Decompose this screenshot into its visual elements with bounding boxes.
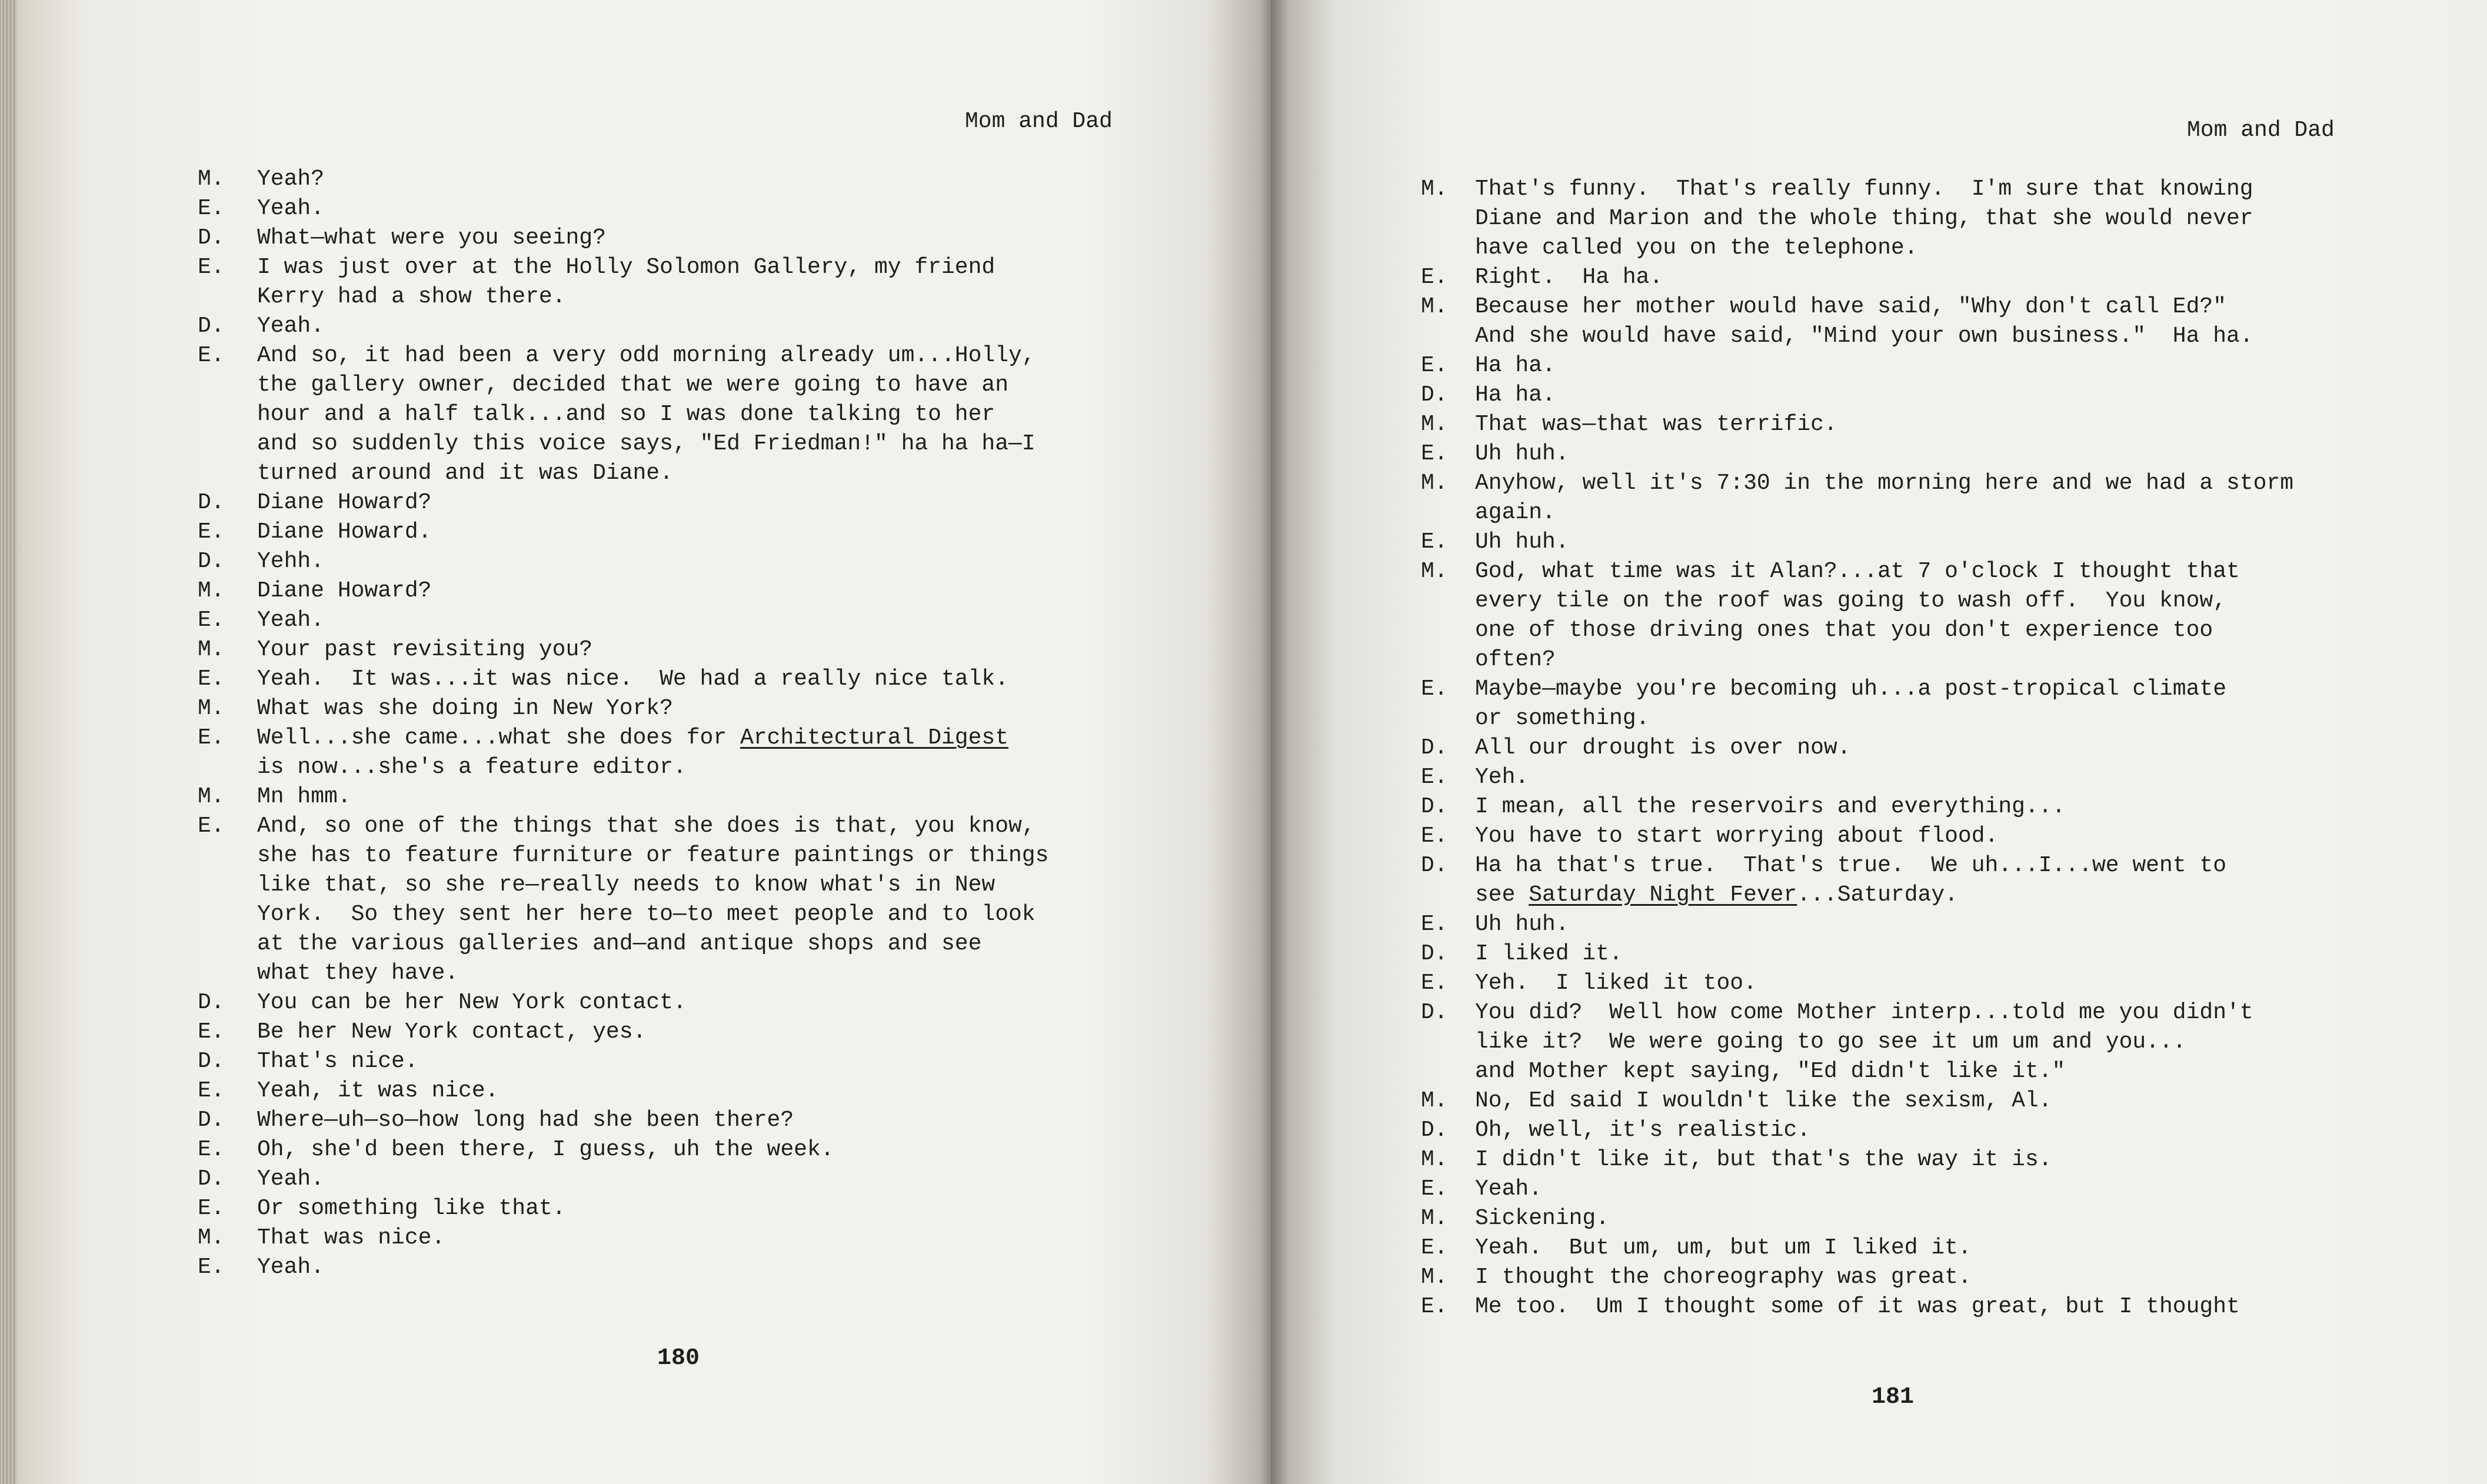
dialogue-line xyxy=(1475,969,1757,998)
speaker-label: M. xyxy=(1421,1265,1448,1290)
dialogue-text: Yeah. But um, um, but um I liked it. xyxy=(1475,1235,1972,1260)
speaker-label: D. xyxy=(198,549,225,574)
dialogue-line xyxy=(257,1165,324,1194)
dialogue-text: I didn't like it, but that's the way it is. xyxy=(1475,1147,2052,1172)
dialogue-text: the gallery owner, decided that we were going to have an xyxy=(257,372,1009,398)
dialogue-text: All our drought is over now. xyxy=(1475,735,1851,761)
dialogue-line xyxy=(1475,1233,1972,1263)
dialogue-text: That's nice. xyxy=(257,1049,418,1074)
speaker-label: D. xyxy=(198,225,225,251)
dialogue-line xyxy=(1475,1145,2052,1175)
speaker-label: D. xyxy=(198,990,225,1015)
dialogue-line xyxy=(1475,1263,1972,1292)
dialogue-text: Or something like that. xyxy=(257,1196,566,1221)
dialogue-line xyxy=(1475,381,1556,410)
dialogue-line xyxy=(257,871,995,900)
dialogue-text: see xyxy=(1475,882,1529,908)
dialogue-text: No, Ed said I wouldn't like the sexism, Al. xyxy=(1475,1088,2052,1113)
dialogue-text: one of those driving ones that you don't experience too xyxy=(1475,618,2213,643)
dialogue-text: have called you on the telephone. xyxy=(1475,235,1918,261)
speaker-label: M. xyxy=(198,696,225,721)
dialogue-line xyxy=(1475,234,1918,263)
speaker-label: D. xyxy=(198,490,225,515)
dialogue-text: often? xyxy=(1475,647,1556,672)
dialogue-line xyxy=(1475,645,1556,675)
speaker-label: E. xyxy=(1421,353,1448,378)
speaker-label: E. xyxy=(1421,1294,1448,1319)
dialogue-text: Yeah, it was nice. xyxy=(257,1078,499,1103)
dialogue-text: That was—that was terrific. xyxy=(1475,412,1837,437)
dialogue-line xyxy=(257,782,351,812)
running-header: Mom and Dad xyxy=(2187,118,2335,143)
dialogue-text: Diane Howard? xyxy=(257,490,432,515)
dialogue-line xyxy=(1475,322,2253,351)
speaker-label: D. xyxy=(1421,853,1448,878)
dialogue-text: Diane Howard. xyxy=(257,519,432,545)
dialogue-line xyxy=(1475,1028,2186,1057)
dialogue-line xyxy=(257,312,324,341)
speaker-label: D. xyxy=(1421,941,1448,966)
dialogue-text: What—what were you seeing? xyxy=(257,225,606,251)
dialogue-text: Yeh. xyxy=(1475,765,1529,790)
page-number: 180 xyxy=(657,1345,700,1372)
dialogue-text: what they have. xyxy=(257,961,459,986)
dialogue-text: or something. xyxy=(1475,706,1650,731)
dialogue-line xyxy=(257,635,592,665)
dialogue-line xyxy=(1475,1292,2240,1322)
dialogue-text: like that, so she re—really needs to know what's in New xyxy=(257,872,996,898)
speaker-label: D. xyxy=(1421,1000,1448,1025)
dialogue-line xyxy=(257,400,995,429)
dialogue-text: is now...she's a feature editor. xyxy=(257,755,687,780)
dialogue-text: I was just over at the Holly Solomon Gallery, my friend xyxy=(257,255,996,280)
dialogue-line xyxy=(257,929,981,959)
dialogue-line xyxy=(1475,292,2226,322)
dialogue-line xyxy=(257,371,1008,400)
dialogue-text: Uh huh. xyxy=(1475,912,1569,937)
dialogue-line xyxy=(1475,175,2253,204)
dialogue-text: Where—uh—so—how long had she been there? xyxy=(257,1108,794,1133)
dialogue-text: she has to feature furniture or feature paintings or things xyxy=(257,843,1049,868)
dialogue-text: Oh, well, it's realistic. xyxy=(1475,1118,1811,1143)
speaker-label: E. xyxy=(1421,971,1448,996)
dialogue-text: and Mother kept saying, "Ed didn't like it." xyxy=(1475,1059,2066,1084)
dialogue-line xyxy=(1475,1204,1609,1233)
dialogue-line xyxy=(257,665,1008,694)
dialogue-line xyxy=(1475,733,1851,763)
dialogue-text: turned around and it was Diane. xyxy=(257,461,673,486)
dialogue-text: Ha ha that's true. That's true. We uh...I...we went to xyxy=(1475,853,2227,878)
speaker-label: E. xyxy=(1421,441,1448,466)
speaker-label: D. xyxy=(198,1049,225,1074)
dialogue-text: And, so one of the things that she does is that, you know, xyxy=(257,813,1036,839)
dialogue-line xyxy=(257,1223,445,1253)
dialogue-line xyxy=(1475,439,1569,469)
dialogue-text: Well...she came...what she does for xyxy=(257,725,740,751)
dialogue-text: You can be her New York contact. xyxy=(257,990,687,1015)
dialogue-text: at the various galleries and—and antique shops and see xyxy=(257,931,982,956)
speaker-label: D. xyxy=(1421,1118,1448,1143)
dialogue-line xyxy=(257,224,606,253)
dialogue-line xyxy=(257,518,431,547)
speaker-label: E. xyxy=(1421,676,1448,702)
dialogue-line xyxy=(1475,910,1569,939)
dialogue-line xyxy=(257,253,995,282)
dialogue-text: Anyhow, well it's 7:30 in the morning here and we had a storm xyxy=(1475,471,2294,496)
dialogue-text: Yeah. xyxy=(257,608,325,633)
speaker-label: E. xyxy=(1421,1176,1448,1202)
dialogue-text: I liked it. xyxy=(1475,941,1623,966)
dialogue-text: I mean, all the reservoirs and everything... xyxy=(1475,794,2066,819)
dialogue-line xyxy=(1475,410,1837,439)
dialogue-text: Uh huh. xyxy=(1475,441,1569,466)
dialogue-line xyxy=(257,988,687,1018)
speaker-label: E. xyxy=(198,1137,225,1162)
dialogue-line xyxy=(1475,1116,1810,1145)
speaker-label: M. xyxy=(198,637,225,662)
dialogue-text: Because her mother would have said, "Why don't call Ed?" xyxy=(1475,294,2227,319)
dialogue-text: Your past revisiting you? xyxy=(257,637,593,662)
speaker-label: M. xyxy=(1421,294,1448,319)
dialogue-line xyxy=(257,606,324,635)
dialogue-line xyxy=(1475,998,2253,1028)
dialogue-text: Ha ha. xyxy=(1475,382,1556,408)
dialogue-text: Yeah. xyxy=(1475,1176,1543,1202)
dialogue-line xyxy=(257,194,324,224)
dialogue-text: Right. Ha ha. xyxy=(1475,265,1663,290)
dialogue-line xyxy=(1475,881,1958,910)
dialogue-text: Mn hmm. xyxy=(257,784,351,809)
dialogue-line xyxy=(1475,851,2226,881)
dialogue-text: Yeah. xyxy=(257,1255,325,1280)
speaker-label: M. xyxy=(1421,1088,1448,1113)
page-edge-stack xyxy=(0,0,16,1484)
dialogue-text: You have to start worrying about flood. xyxy=(1475,823,1999,849)
dialogue-text: like it? We were going to go see it um um and you... xyxy=(1475,1029,2186,1055)
speaker-label: D. xyxy=(1421,382,1448,408)
dialogue-line xyxy=(257,841,1048,871)
underlined-title: Architectural Digest xyxy=(740,725,1009,751)
dialogue-line xyxy=(1475,204,2253,234)
dialogue-text: York. So they sent her here to—to meet people and to look xyxy=(257,902,1036,927)
dialogue-text: Diane Howard? xyxy=(257,578,432,603)
dialogue-text: Yeah? xyxy=(257,166,325,192)
dialogue-line xyxy=(257,459,673,488)
dialogue-line xyxy=(257,576,431,606)
right-page xyxy=(1271,0,2487,1484)
dialogue-text: Be her New York contact, yes. xyxy=(257,1019,647,1045)
dialogue-line xyxy=(257,1194,566,1223)
speaker-label: E. xyxy=(1421,529,1448,555)
dialogue-line xyxy=(1475,939,1623,969)
dialogue-text: God, what time was it Alan?...at 7 o'clock I thought that xyxy=(1475,559,2240,584)
dialogue-text: Sickening. xyxy=(1475,1206,1610,1231)
dialogue-text: Yehh. xyxy=(257,549,325,574)
dialogue-text: Maybe—maybe you're becoming uh...a post-tropical climate xyxy=(1475,676,2227,702)
dialogue-line xyxy=(257,165,324,194)
dialogue-line xyxy=(257,1106,794,1135)
speaker-label: M. xyxy=(1421,471,1448,496)
dialogue-text: Uh huh. xyxy=(1475,529,1569,555)
speaker-label: D. xyxy=(198,314,225,339)
speaker-label: M. xyxy=(1421,559,1448,584)
dialogue-text-after: ...Saturday. xyxy=(1797,882,1958,908)
speaker-label: E. xyxy=(198,519,225,545)
dialogue-text: Yeah. xyxy=(257,314,325,339)
dialogue-text: You did? Well how come Mother interp...told me you didn't xyxy=(1475,1000,2253,1025)
speaker-label: M. xyxy=(1421,1147,1448,1172)
speaker-label: E. xyxy=(1421,265,1448,290)
speaker-label: E. xyxy=(198,1078,225,1103)
speaker-label: M. xyxy=(1421,412,1448,437)
dialogue-text: every tile on the roof was going to wash off. You know, xyxy=(1475,588,2227,613)
dialogue-text: What was she doing in New York? xyxy=(257,696,673,721)
dialogue-line xyxy=(1475,586,2226,616)
dialogue-text: I thought the choreography was great. xyxy=(1475,1265,1972,1290)
dialogue-line xyxy=(257,753,687,782)
dialogue-line xyxy=(257,488,431,518)
dialogue-line xyxy=(1475,763,1529,792)
dialogue-line xyxy=(1475,675,2226,704)
dialogue-line xyxy=(257,282,566,312)
dialogue-line xyxy=(257,900,1036,929)
dialogue-line xyxy=(257,723,1008,753)
dialogue-line xyxy=(1475,1086,2052,1116)
dialogue-line xyxy=(1475,1175,1542,1204)
speaker-label: E. xyxy=(198,343,225,368)
dialogue-line xyxy=(1475,351,1556,381)
dialogue-text: Yeah. It was...it was nice. We had a really nice talk. xyxy=(257,666,1009,692)
dialogue-line xyxy=(1475,469,2293,498)
running-header: Mom and Dad xyxy=(965,109,1113,134)
speaker-label: E. xyxy=(1421,912,1448,937)
dialogue-text: That's funny. That's really funny. I'm sure that knowing xyxy=(1475,176,2253,202)
dialogue-line xyxy=(257,694,673,723)
dialogue-line xyxy=(257,429,1036,459)
dialogue-text: Yeah. xyxy=(257,196,325,221)
dialogue-line xyxy=(1475,528,1569,557)
speaker-label: E. xyxy=(198,813,225,839)
page-number: 181 xyxy=(1872,1384,1915,1410)
speaker-label: D. xyxy=(1421,794,1448,819)
dialogue-line xyxy=(1475,704,1649,733)
speaker-label: E. xyxy=(198,1255,225,1280)
speaker-label: D. xyxy=(198,1108,225,1133)
speaker-label: M. xyxy=(198,784,225,809)
speaker-label: M. xyxy=(1421,176,1448,202)
dialogue-text: Me too. Um I thought some of it was great, but I thought xyxy=(1475,1294,2240,1319)
speaker-label: M. xyxy=(198,166,225,192)
dialogue-text: Diane and Marion and the whole thing, that she would never xyxy=(1475,206,2253,231)
dialogue-line xyxy=(257,1076,498,1106)
speaker-label: E. xyxy=(198,1196,225,1221)
speaker-label: D. xyxy=(198,1166,225,1192)
dialogue-line xyxy=(257,341,1036,371)
speaker-label: M. xyxy=(1421,1206,1448,1231)
dialogue-text: and so suddenly this voice says, "Ed Friedman!" ha ha ha—I xyxy=(257,431,1036,456)
speaker-label: E. xyxy=(1421,1235,1448,1260)
underlined-title: Saturday Night Fever xyxy=(1529,882,1797,908)
dialogue-line xyxy=(1475,557,2240,586)
dialogue-line xyxy=(257,1047,418,1076)
dialogue-line xyxy=(257,1135,834,1165)
speaker-label: M. xyxy=(198,578,225,603)
dialogue-text: And so, it had been a very odd morning already um...Holly, xyxy=(257,343,1036,368)
speaker-label: E. xyxy=(1421,765,1448,790)
speaker-label: D. xyxy=(1421,735,1448,761)
dialogue-text: Ha ha. xyxy=(1475,353,1556,378)
dialogue-text: hour and a half talk...and so I was done talking to her xyxy=(257,402,996,427)
speaker-label: E. xyxy=(198,1019,225,1045)
dialogue-line xyxy=(1475,1057,2065,1086)
dialogue-line xyxy=(1475,792,2065,822)
dialogue-text: Yeh. I liked it too. xyxy=(1475,971,1757,996)
dialogue-line xyxy=(257,1253,324,1282)
dialogue-text: Kerry had a show there. xyxy=(257,284,566,309)
dialogue-text: Oh, she'd been there, I guess, uh the week. xyxy=(257,1137,834,1162)
dialogue-line xyxy=(257,547,324,576)
dialogue-text: That was nice. xyxy=(257,1225,445,1250)
dialogue-text: again. xyxy=(1475,500,1556,525)
dialogue-text: Yeah. xyxy=(257,1166,325,1192)
speaker-label: E. xyxy=(198,666,225,692)
dialogue-line xyxy=(257,959,458,988)
dialogue-line xyxy=(1475,263,1663,292)
dialogue-line xyxy=(257,1018,646,1047)
speaker-label: M. xyxy=(198,1225,225,1250)
dialogue-text: And she would have said, "Mind your own business." Ha ha. xyxy=(1475,324,2253,349)
dialogue-line xyxy=(257,812,1036,841)
speaker-label: E. xyxy=(198,196,225,221)
speaker-label: E. xyxy=(198,725,225,751)
speaker-label: E. xyxy=(198,255,225,280)
dialogue-line xyxy=(1475,822,1998,851)
speaker-label: E. xyxy=(198,608,225,633)
dialogue-line xyxy=(1475,616,2213,645)
speaker-label: E. xyxy=(1421,823,1448,849)
dialogue-line xyxy=(1475,498,1556,528)
